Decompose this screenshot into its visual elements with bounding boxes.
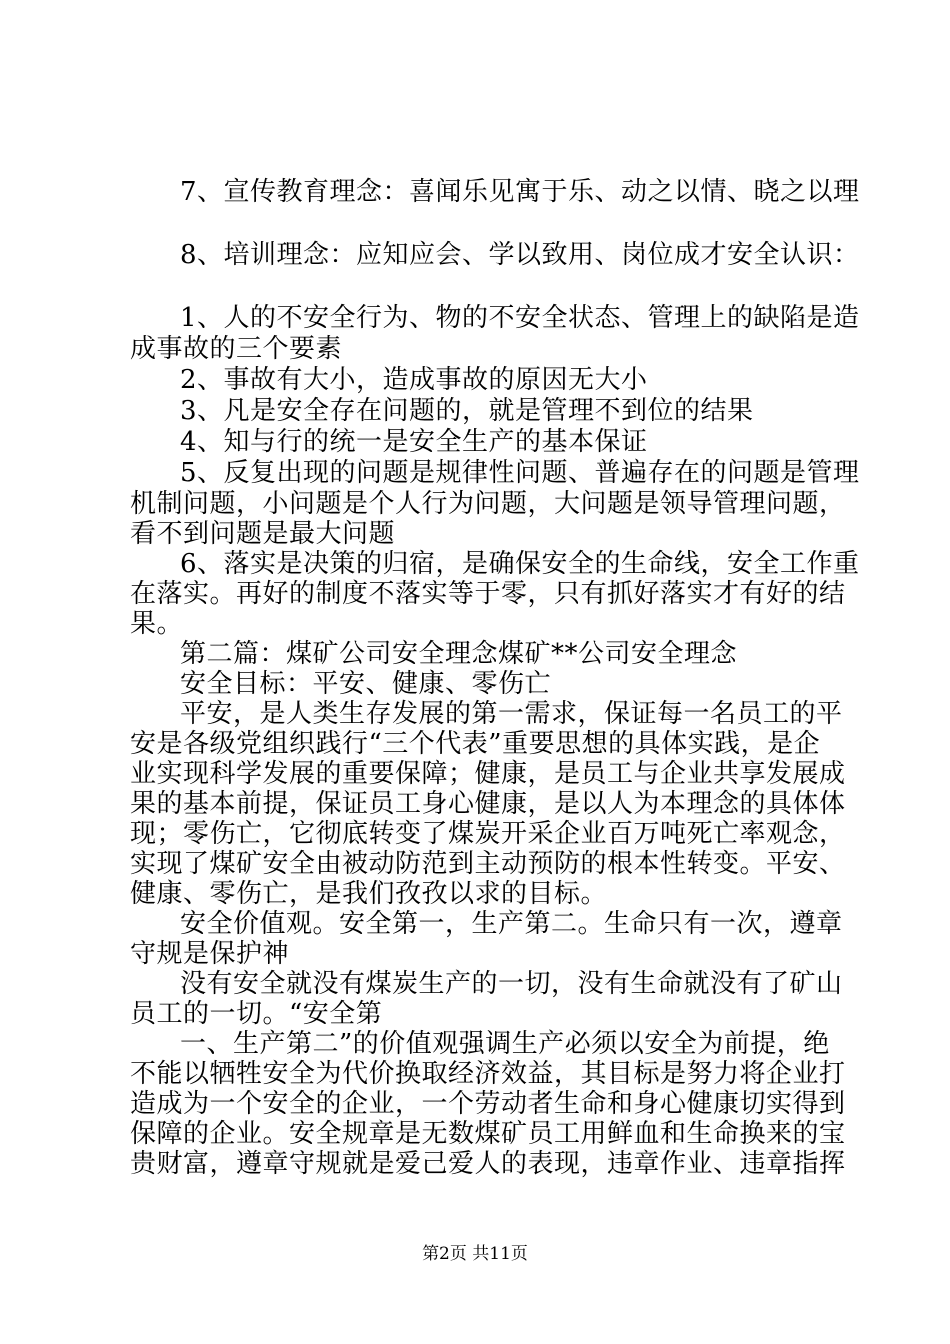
text-line: 在落实。再好的制度不落实等于零，只有抓好落实才有好的结 <box>130 579 846 609</box>
text-line: 守规是保护神 <box>130 939 290 969</box>
text-line: 果。 <box>130 609 184 639</box>
text-line: 安全价值观。安全第一，生产第二。生命只有一次，遵章 <box>180 909 843 939</box>
text-line: 平安，是人类生存发展的第一需求，保证每一名员工的平 <box>180 699 843 729</box>
text-line: 保障的企业。安全规章是无数煤矿员工用鲜血和生命换来的宝 <box>130 1119 846 1149</box>
text-line: 造成为一个安全的企业，一个劳动者生命和身心健康切实得到 <box>130 1089 846 1119</box>
text-line: 4、知与行的统一是安全生产的基本保证 <box>180 427 648 457</box>
text-line: 3、凡是安全存在问题的，就是管理不到位的结果 <box>180 396 754 426</box>
section-heading: 第二篇：煤矿公司安全理念煤矿**公司安全理念 <box>180 639 738 669</box>
text-line: 安是各级党组织践行“三个代表”重要思想的具体实践，是企 <box>130 729 821 759</box>
text-line: 没有安全就没有煤炭生产的一切，没有生命就没有了矿山 <box>180 969 843 999</box>
text-line: 业实现科学发展的重要保障；健康，是员工与企业共享发展成 <box>130 759 846 789</box>
text-line: 贵财富，遵章守规就是爱己爱人的表现，违章作业、违章指挥 <box>130 1149 846 1179</box>
text-line: 2、事故有大小，造成事故的原因无大小 <box>180 365 648 395</box>
text-line: 7、宣传教育理念：喜闻乐见寓于乐、动之以情、晓之以理 <box>180 177 860 207</box>
page-number-footer: 第2页 共11页 <box>422 1244 528 1264</box>
text-line: 8、培训理念：应知应会、学以致用、岗位成才安全认识： <box>180 240 860 270</box>
text-line: 一、生产第二”的价值观强调生产必须以安全为前提，绝 <box>180 1029 830 1059</box>
text-line: 1、人的不安全行为、物的不安全状态、管理上的缺陷是造 <box>180 303 860 333</box>
text-line: 实现了煤矿安全由被动防范到主动预防的根本性转变。平安、 <box>130 849 846 879</box>
text-line: 6、落实是决策的归宿，是确保安全的生命线，安全工作重 <box>180 549 860 579</box>
text-line: 安全目标：平安、健康、零伤亡 <box>180 669 552 699</box>
text-line: 健康、零伤亡，是我们孜孜以求的目标。 <box>130 879 608 909</box>
text-line: 成事故的三个要素 <box>130 334 343 364</box>
text-line: 果的基本前提，保证员工身心健康，是以人为本理念的具体体 <box>130 789 846 819</box>
text-line: 不能以牺牲安全为代价换取经济效益，其目标是努力将企业打 <box>130 1059 846 1089</box>
text-line: 现；零伤亡，它彻底转变了煤炭开采企业百万吨死亡率观念， <box>130 819 846 849</box>
text-line: 看不到问题是最大问题 <box>130 519 396 549</box>
text-line: 5、反复出现的问题是规律性问题、普遍存在的问题是管理 <box>180 458 860 488</box>
text-line: 机制问题，小问题是个人行为问题，大问题是领导管理问题， <box>130 489 846 519</box>
text-line: 员工的一切。“安全第 <box>130 999 383 1029</box>
